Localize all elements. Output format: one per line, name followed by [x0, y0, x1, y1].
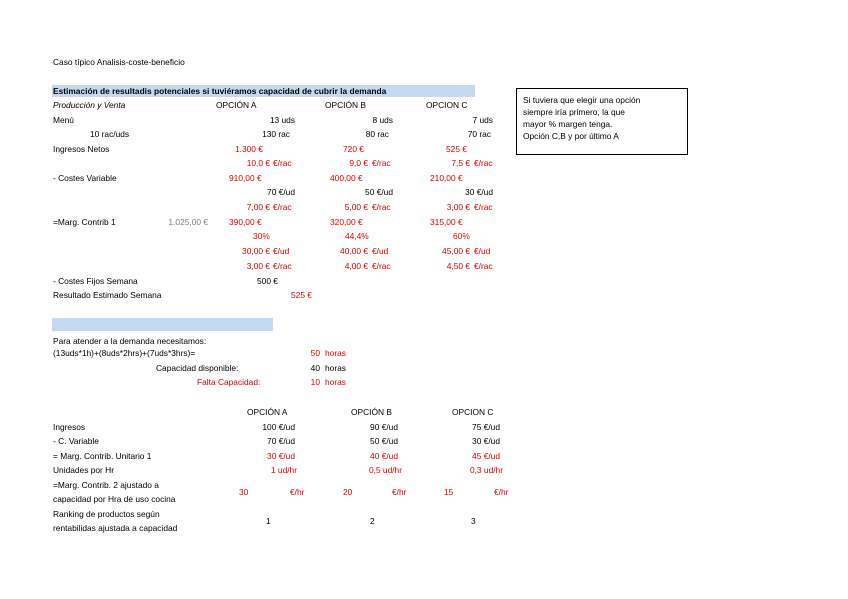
resultado-label: Resultado Estimado Semana [53, 290, 162, 300]
marg-pct-c: 60% [453, 231, 470, 241]
marg-rac-a: 3,00 € [246, 261, 270, 271]
note-line: mayor % margen tenga. [523, 119, 613, 129]
rac-label: 10 rac/uds [90, 129, 130, 139]
marg-rac-a-unit: €/rac [273, 261, 292, 271]
note-line: Opción C,B y por último A [523, 131, 619, 141]
demand-formula-unit: horas [325, 348, 346, 358]
menu-label: Menú [53, 115, 74, 125]
s3-marg2-a-unit: €/hr [290, 487, 305, 497]
precio-rac-c: 7,5 € [451, 158, 470, 168]
marg-ud-a: 30,00 € [242, 246, 270, 256]
marg-ud-b-unit: €/ud [372, 246, 389, 256]
marg-a: 390,00 € [229, 217, 262, 227]
costes-var-c: 210,00 € [430, 173, 463, 183]
marg-ud-c-unit: €/ud [474, 246, 491, 256]
costes-var-b: 400,00 € [330, 173, 363, 183]
note-line: siempre iría primero, la que [523, 107, 625, 117]
col-header-a: OPCIÓN A [216, 100, 257, 110]
falta-label: Falta Capacidad: [197, 377, 261, 387]
s3-rank-label-1: Ranking de productos según [53, 509, 160, 519]
s3-ingresos-b: 90 €/ud [370, 422, 398, 432]
marg-pct-b: 44,4% [345, 231, 369, 241]
falta-unit: horas [325, 377, 346, 387]
s3-ingresos-label: Ingresos [53, 422, 86, 432]
marg-rac-b-unit: €/rac [372, 261, 391, 271]
precio-rac-b: 9,0 € [349, 158, 368, 168]
s3-rank-b: 2 [370, 516, 375, 526]
costes-var-a: 910,00 € [229, 173, 262, 183]
col-header-b: OPCIÓN B [325, 100, 366, 110]
ingresos-c: 525 € [446, 144, 467, 154]
marg-ud-c: 45,00 € [442, 246, 470, 256]
marg-rac-c: 4,50 € [446, 261, 470, 271]
menu-c: 7 uds [472, 115, 493, 125]
demand-formula: (13uds*1h)+(8uds*2hrs)+(7uds*3hrs)= [53, 348, 196, 358]
cv-rac-c-unit: €/rac [474, 202, 493, 212]
cv-rac-a: 7,00 € [246, 202, 270, 212]
s3-marg-c: 45 €/ud [472, 451, 500, 461]
cv-ud-a: 70 €/ud [267, 187, 295, 197]
s3-cvar-b: 50 €/ud [370, 436, 398, 446]
rac-a: 130 rac [262, 129, 290, 139]
costes-fijos-label: - Costes Fijos Semana [53, 276, 138, 286]
marg-ud-b: 40,00 € [340, 246, 368, 256]
s3-marg2-label-1: =Marg. Contrib. 2 ajustado a [53, 480, 159, 490]
marg-pct-a: 30% [253, 231, 270, 241]
demand-formula-value: 50 [310, 348, 320, 358]
s3-cvar-a: 70 €/ud [267, 436, 295, 446]
s3-col-header-c: OPCION C [452, 407, 494, 417]
demand-label: Para atender a la demanda necesitamos: [53, 336, 207, 346]
s3-uph-a: 1 ud/hr [270, 465, 297, 475]
s3-rank-a: 1 [266, 516, 271, 526]
s3-marg-label: = Marg. Contrib. Unitario 1 [53, 451, 152, 461]
ingresos-netos-label: Ingresos Netos [53, 144, 110, 154]
s3-marg2-c-unit: €/hr [494, 487, 509, 497]
precio-rac-b-unit: €/rac [372, 158, 391, 168]
s3-marg2-a: 30 [239, 487, 249, 497]
s3-col-header-a: OPCIÓN A [247, 407, 288, 417]
section1-header: Estimación de resultadis potenciales si tuviéramos capacidad de cubrir la demanda [53, 86, 387, 96]
marg-c: 315,00 € [430, 217, 463, 227]
marg-rac-b: 4,00 € [344, 261, 368, 271]
cv-ud-c: 30 €/ud [465, 187, 493, 197]
costes-fijos-value: 500 € [257, 276, 278, 286]
s3-uph-b: 0,5 ud/hr [368, 465, 402, 475]
precio-rac-a: 10,0 € [246, 158, 270, 168]
marg-contrib-1-label: =Marg. Contrib 1 [53, 217, 116, 227]
note-box [516, 88, 688, 155]
cv-rac-c: 3,00 € [446, 202, 470, 212]
ingresos-b: 720 € [343, 144, 364, 154]
s3-col-header-b: OPCIÓN B [351, 407, 392, 417]
header-band-2 [52, 318, 273, 331]
rac-b: 80 rac [365, 129, 389, 139]
precio-rac-c-unit: €/rac [474, 158, 493, 168]
cv-rac-a-unit: €/rac [273, 202, 292, 212]
s3-marg2-b-unit: €/hr [392, 487, 407, 497]
marg-ud-a-unit: €/ud [273, 246, 290, 256]
s3-marg-b: 40 €/ud [370, 451, 398, 461]
menu-a: 13 uds [269, 115, 295, 125]
s3-cvar-label: - C. Variable [53, 436, 99, 446]
capacidad-label: Capacidad disponible: [156, 363, 239, 373]
falta-value: 10 [310, 377, 320, 387]
s3-ingresos-c: 75 €/ud [472, 422, 500, 432]
note-line: Si tuviera que elegir una opción [523, 95, 641, 105]
marg-b: 320,00 € [330, 217, 363, 227]
s3-marg-a: 30 €/ud [267, 451, 295, 461]
s3-uph-label: Unidades por Hr [53, 465, 114, 475]
cv-ud-b: 50 €/ud [365, 187, 393, 197]
capacidad-value: 40 [310, 363, 320, 373]
cv-rac-b-unit: €/rac [372, 202, 391, 212]
rac-c: 70 rac [467, 129, 491, 139]
s3-marg2-c: 15 [444, 487, 454, 497]
cv-rac-b: 5,00 € [344, 202, 368, 212]
s3-uph-c: 0,3 ud/hr [469, 465, 503, 475]
capacidad-unit: horas [325, 363, 346, 373]
sheet-title: Caso típico Analisis-coste-beneficio [53, 57, 185, 67]
marg-contrib-total: 1.025,00 € [168, 217, 208, 227]
menu-b: 8 uds [372, 115, 393, 125]
col-header-c: OPCION C [426, 100, 468, 110]
s3-marg2-b: 20 [343, 487, 353, 497]
s3-rank-label-2: rentabilidas ajustada a capacidad [53, 523, 178, 533]
s3-rank-c: 3 [471, 516, 476, 526]
s3-cvar-c: 30 €/ud [472, 436, 500, 446]
s3-marg2-label-2: capacidad por Hra de uso cocina [53, 494, 176, 504]
section1-subheader: Producción y Venta [53, 100, 126, 110]
ingresos-a: 1.300 € [235, 144, 263, 154]
s3-ingresos-a: 100 €/ud [262, 422, 295, 432]
precio-rac-a-unit: €/rac [273, 158, 292, 168]
marg-rac-c-unit: €/rac [474, 261, 493, 271]
costes-variable-label: - Costes Variable [53, 173, 117, 183]
resultado-value: 525 € [291, 290, 312, 300]
